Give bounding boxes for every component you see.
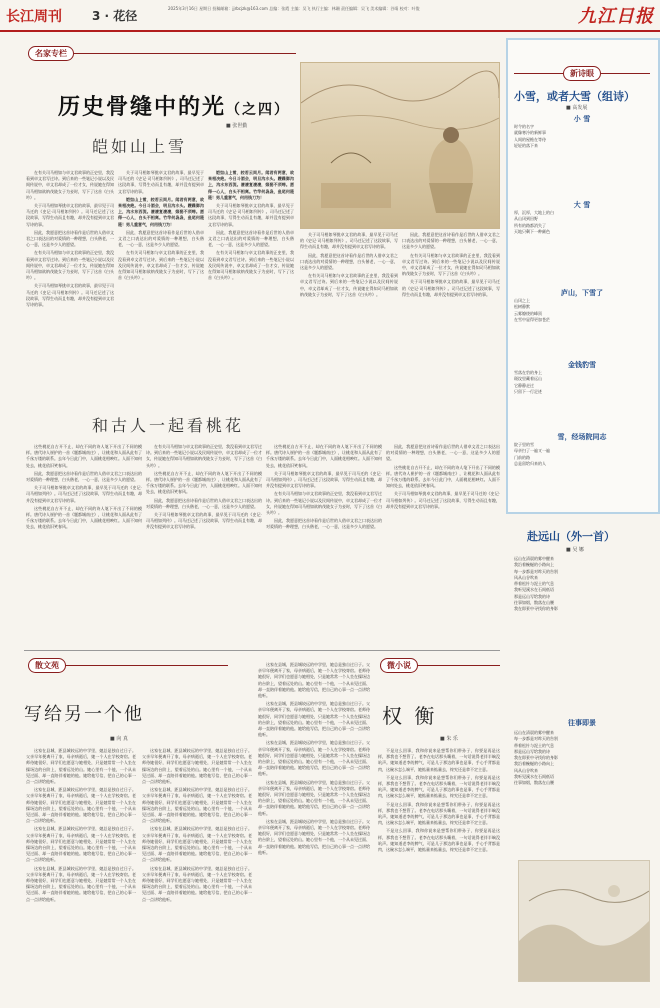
poem-line: 我听见溪水在石间低语 xyxy=(514,774,554,780)
paragraph: 因此，我愿意把这首诗看作是后世的人借卓文君之口表达出的对爱情的一种理想，白头偕老，一心一意，这是多少人的愿望。 xyxy=(386,444,500,462)
column-badge-xinshiyan xyxy=(514,66,650,81)
newspaper-logo: 九江日报 xyxy=(578,6,654,27)
paragraph: 不是这么回事，我和你说来是想帮你们带孙子，你要是再是这样，那我也不想管了。老李在电话那头嚷着，一句话说得老伴半晌没吭声。她知道老李的脾气，可是儿子那边的事也是事，手心手背都是肉，这碗水怎么端平，她掂量来掂量去，终究还是拿不定主意。 xyxy=(378,748,500,772)
poem-line: 斑纹里藏着远山 xyxy=(514,376,542,382)
sanwen-badge-label: 散文苑 xyxy=(28,658,66,673)
article1-column-8 xyxy=(266,444,382,644)
poem2-lines xyxy=(514,556,650,613)
article-author: ■ 张世勤 xyxy=(226,123,248,129)
story-author: ■ 朱 乐 xyxy=(440,736,458,742)
poem-illustration xyxy=(518,860,650,982)
poem-line: 从山冈到田野 xyxy=(514,216,538,222)
paragraph: 这家在县城，距县城较远的中学里，她总是独自过日子。父亲早年便离开了家，母亲病逝后，她一个人在学校寄宿。老师待她很好，同学们也愿意与她相处，只是她常常一个人坐在操场边的台阶上，望着远处的山。她心里有一个他，一个从未见过面、却一直陪伴着她的他。她给他写信，把自己的心事一点一点讲给他听。 xyxy=(142,865,252,902)
weixiaoshuo-badge-label: 微小说 xyxy=(380,658,418,673)
paragraph: 关于司马相如琴挑卓文君的故事，最早见于司马迁的《史记·司马相如列传》。司马迁记述了这段故事，写得生动而且有趣，却并没有提到卓文君写诗的事。 xyxy=(146,512,262,530)
paragraph: 这家在县城，距县城较远的中学里，她总是独自过日子。父亲早年便离开了家，母亲病逝后，她一个人在学校寄宿。老师待她很好，同学们也愿意与她相处，只是她常常一个人坐在操场边的台阶上，望着远处的山。她心里有一个他，一个从未见过面、却一直陪伴着她的他。她给他写信，把自己的心事一点一点讲给他听。 xyxy=(142,787,252,824)
paragraph: 关于司马相如琴挑卓文君的故事，最早见于司马迁的《史记·司马相如列传》。司马迁记述了这段故事，写得生动而且有趣，却并没有提到卓文君写诗的事。 xyxy=(26,203,114,227)
subtitle-1: 皑如山上雪 xyxy=(92,137,188,156)
poem-lushan xyxy=(514,288,650,323)
poetry-title: 小雪，或者大雪（组诗） xyxy=(514,90,635,103)
painting-svg xyxy=(301,63,499,228)
poem-lines xyxy=(514,124,650,149)
poem-line: 那是远山写给我的诗 xyxy=(514,748,550,754)
poem-line: 人间的屋檐在等待 xyxy=(514,136,546,142)
paragraph: 这家在县城，距县城较远的中学里，她总是独自过日子。父亲早年便离开了家，母亲病逝后，她一个人在学校寄宿。老师待她很好，同学们也愿意与她相处，只是她常常一个人坐在操场边的台阶上，望着远处的山。她心里有一个他，一个从未见过面、却一直陪伴着她的他。她给他写信，把自己的心事一点一点讲给他听。 xyxy=(258,662,370,699)
article1-column-9 xyxy=(386,444,500,644)
paragraph: 不是这么回事，我和你说来是想帮你们带孙子，你要是再是这样，那我也不想管了。老李在电话那头嚷着，一句话说得老伴半晌没吭声。她知道老李的脾气，可是儿子那边的事也是事，手心手背都是肉，这碗水怎么端平，她掂量来掂量去，终究还是拿不定主意。 xyxy=(378,801,500,826)
article1-column-2 xyxy=(118,170,204,398)
poem-line: 厚，沉厚，大地上的白 xyxy=(514,210,554,215)
article-title-suffix: （之四） xyxy=(226,102,291,118)
page-number: 3 · 花径 xyxy=(92,9,138,23)
article1-column-3 xyxy=(208,170,294,398)
paragraph: 这家在县城，距县城较远的中学里，她总是独自过日子。父亲早年便离开了家，母亲病逝后，她一个人在学校寄宿。老师待她很好，同学们也愿意与她相处，只是她常常一个人坐在操场边的台阶上，望着远处的山。她心里有一个他，一个从未见过面、却一直陪伴着她的他。她给他写信，把自己的心事一点一点讲给他听。 xyxy=(258,701,370,738)
poem-lines xyxy=(514,298,650,323)
subtitle-2: 和古人一起看桃花 xyxy=(92,416,245,435)
poem-line: 每一步都是对昨天的告别 xyxy=(514,736,558,742)
column-badge-mingjia xyxy=(28,46,296,61)
poem-line: 时令的名字 xyxy=(514,124,534,129)
poem-lines xyxy=(514,442,650,467)
paragraph: 这家在县城，距县城较远的中学里，她总是独自过日子。父亲早年便离开了家，母亲病逝后，她一个人在学校寄宿。老师待她很好，同学们也愿意与她相处，只是她常常一个人坐在操场边的台阶上，望着远处的山。她心里有一个他，一个从未见过面、却一直陪伴着她的他。她给他写信，把自己的心事一点一点讲给他听。 xyxy=(26,865,136,902)
poem-line: 每一步都是对昨天的告别 xyxy=(514,568,558,574)
article1-column-1 xyxy=(26,170,114,398)
article1-column-4 xyxy=(300,232,398,398)
poem-daxue xyxy=(514,200,650,235)
paragraph: 在有关司马相如与卓文君故事的正史里，我没看到卓文君写过诗。到后来的一些笔记小说以及民间传说中，卓文君却成了一位才女，传说她在得知司马相如欲纳茂陵女子为妾时，写下了这首《白头吟》。 xyxy=(208,250,294,281)
poem-quote: 皑如山上雪，皎若云间月。闻君有两意，故来相决绝。今日斗酒会，明旦沟水头。躞蹀御沟上，沟水东西流。凄凄复凄凄，嫁娶不须啼。愿得一心人，白头不相离。竹竿何袅袅，鱼尾何簁簁！男儿重意气，何用钱刀为！ xyxy=(118,196,204,227)
poem-line: 我沿着蜿蜒的小路向上 xyxy=(514,562,554,568)
section-divider xyxy=(24,650,500,651)
poem2-section-heading: 往事即景 xyxy=(568,718,596,727)
xinshiyan-badge-label: 新诗眼 xyxy=(563,66,601,81)
paragraph: 因此，我愿意把这首诗看作是后世的人借卓文君之口表达出的对爱情的一种理想，白头偕老，一心一意，这是多少人的愿望。 xyxy=(402,232,500,250)
article-title-main: 历史骨缝中的光 xyxy=(58,94,227,120)
paragraph: 不是这么回事，我和你说来是想帮你们带孙子，你要是再是这样，那我也不想管了。老李在电话那头嚷着，一句话说得老伴半晌没吭声。她知道老李的脾气，可是儿子那边的事也是事，手心手背都是肉，这碗水怎么端平，她掂量来掂量去，终究还是拿不定主意。 xyxy=(378,774,500,799)
paragraph: 在有关司马相如与卓文君故事的正史里，我没看到卓文君写过诗。到后来的一些笔记小说以及民间传说中，卓文君却成了一位才女，传说她在得知司马相如欲纳茂陵女子为妾时，写下了这首《白头吟》。 xyxy=(26,170,114,200)
essay-author: ■ 向 真 xyxy=(110,736,128,742)
poem-quote: 皑如山上雪，皎若云间月。闻君有两意，故来相决绝。今日斗酒会，明旦沟水头。躞蹀御沟上，沟水东西流。凄凄复凄凄，嫁娶不须啼。愿得一心人，白头不相离。竹竿何袅袅，鱼尾何簁簁！男儿重意气，何用钱刀为！ xyxy=(208,170,294,200)
masthead-info: 2025年3月16日 星期日 投稿邮箱：jjrbcjzk@163.com 总编：张霞 主编：吴飞 执行主编：林珊 责任编辑：吴飞 美术编辑：谷靖 校对：叶俊 xyxy=(168,6,420,11)
paragraph: 因此，我愿意把这首诗看作是后世的人借卓文君之口表达出的对爱情的一种理想，白头偕老，一心一意，这是多少人的愿望。 xyxy=(118,229,204,248)
paragraph: 关于司马相如琴挑卓文君的故事，最早见于司马迁的《史记·司马相如列传》。司马迁记述了这段故事，写得生动而且有趣，却并没有提到卓文君写诗的事。 xyxy=(118,170,204,194)
story-column xyxy=(378,748,500,1000)
poem-heading: 小 雪 xyxy=(573,114,591,123)
paragraph: 这些桃花自古开不止，却在不同的诗人笔下开出了不同的模样。唐代诗人崔护的一首《题都城南庄》，让桃花和人面从此有了千丝万缕的联系。去年今日此门中，人面桃花相映红。人面不知何处去，桃花依旧笑春风。 xyxy=(386,464,500,489)
column-badge-sanwen xyxy=(28,658,228,673)
poem-line: 远山在清晨的雾中醒来 xyxy=(514,730,554,735)
paragraph: 因此，我愿意把这首诗看作是后世的人借卓文君之口表达出的对爱情的一种理想，白头偕老，一心一意，这是多少人的愿望。 xyxy=(26,470,142,483)
badge-rule xyxy=(66,665,228,666)
paragraph: 在有关司马相如与卓文君故事的正史里，我没看到卓文君写过诗。到后来的一些笔记小说以及民间传说中，卓文君却成了一位才女，传说她在得知司马相如欲纳茂陵女子为妾时，写下了这首《白头吟》。 xyxy=(146,444,262,468)
essay-column-1 xyxy=(26,748,136,1000)
essay-column-3 xyxy=(258,662,370,1000)
poem-heading: 大 雪 xyxy=(573,200,591,209)
poem-line: 院子里的雪 xyxy=(514,442,534,447)
poem-line: 所有的路都消失了 xyxy=(514,222,546,228)
ancient-painting-illustration xyxy=(300,62,500,229)
poem-line: 往事如烟，散落在山腰 xyxy=(514,780,554,786)
poem-line: 雪落在豹的身上 xyxy=(514,370,542,375)
poem-heading: 金钱豹雪 xyxy=(568,360,596,369)
paragraph: 因此，我愿意把这首诗看作是后世的人借卓文君之口表达出的对爱情的一种理想，白头偕老，一心一意，这是多少人的愿望。 xyxy=(208,229,294,248)
poem-heading: 庐山，下雪了 xyxy=(561,288,603,297)
paragraph: 关于司马相如琴挑卓文君的故事，最早见于司马迁的《史记·司马相如列传》。司马迁记述了这段故事，写得生动而且有趣，却并没有提到卓文君写诗的事。 xyxy=(26,485,142,503)
badge-rule xyxy=(74,53,296,54)
essay-title: 写给另一个他 xyxy=(24,704,144,725)
poem-changyuan xyxy=(514,432,650,467)
poem-xiaoxue xyxy=(514,114,650,149)
poem-line: 山冈之上 xyxy=(514,298,530,303)
poem-line: 往事如烟，散落在山腰 xyxy=(514,600,554,606)
section-name: 长江周刊 xyxy=(6,9,62,25)
paragraph: 因此，我愿意把这首诗看作是后世的人借卓文君之口表达出的对爱情的一种理想，白头偕老，一心一意，这是多少人的愿望。 xyxy=(300,252,398,271)
poem-line: 只留下一行足迹 xyxy=(514,388,542,394)
paragraph: 这家在县城，距县城较远的中学里，她总是独自过日子。父亲早年便离开了家，母亲病逝后，她一个人在学校寄宿。老师待她很好，同学们也愿意与她相处，只是她常常一个人坐在操场边的台阶上，望着远处的山。她心里有一个他，一个从未见过面、却一直陪伴着她的他。她给他写信，把自己的心事一点一点讲给他听。 xyxy=(142,748,252,785)
paragraph: 这家在县城，距县城较远的中学里，她总是独自过日子。父亲早年便离开了家，母亲病逝后，她一个人在学校寄宿。老师待她很好，同学们也愿意与她相处，只是她常常一个人坐在操场边的台阶上，望着远处的山。她心里有一个他，一个从未见过面、却一直陪伴着她的他。她给他写信，把自己的心事一点一点讲给他听。 xyxy=(258,818,370,855)
paragraph: 关于司马相如琴挑卓文君的故事，最早见于司马迁的《史记·司马相如列传》。司马迁记述了这段故事，写得生动而且有趣，却并没有提到卓文君写诗的事。 xyxy=(402,279,500,297)
poem-line: 我在即景中寻找你的身影 xyxy=(514,606,558,612)
mingjia-badge-label: 名家专栏 xyxy=(28,46,74,61)
poem-line: 带着松针与泥土的气息 xyxy=(514,581,554,587)
essay-column-2 xyxy=(142,748,252,1000)
poetry-author: ■ 高发展 xyxy=(566,105,588,111)
poem-line: 天地只剩下一种颜色 xyxy=(514,228,550,234)
paragraph: 因此，我愿意把这首诗看作是后世的人借卓文君之口表达出的对爱情的一种理想，白头偕老，一心一意，这是多少人的愿望。 xyxy=(146,497,262,509)
poem-line: 轻轻的落下来 xyxy=(514,142,538,148)
poem-line: 我沿着蜿蜒的小路向上 xyxy=(514,761,554,767)
poem-line: 门前的路 xyxy=(514,454,530,460)
poem-line: 我听见溪水在石间低语 xyxy=(514,587,554,593)
poem-jinqian xyxy=(514,360,650,395)
poem-line: 松树静默 xyxy=(514,304,530,310)
poem-line: 就像寒冷的新鲜事 xyxy=(514,130,546,136)
paragraph: 在有关司马相如与卓文君故事的正史里，我没看到卓文君写过诗。到后来的一些笔记小说以及民间传说中，卓文君却成了一位才女，传说她在得知司马相如欲纳茂陵女子为妾时，写下了这首《白头吟》。 xyxy=(266,491,382,516)
poem-line: 在雪中显得更加苍茫 xyxy=(514,316,550,322)
poem-lines xyxy=(514,370,650,395)
poem2-author: ■ 吴 娜 xyxy=(566,547,584,553)
poem2-lines-2 xyxy=(514,730,650,787)
paragraph: 这些桃花自古开不止，却在不同的诗人笔下开出了不同的模样。唐代诗人崔护的一首《题都城南庄》，让桃花和人面从此有了千丝万缕的联系。去年今日此门中，人面桃花相映红。人面不知何处去，桃花依旧笑春风。 xyxy=(26,505,142,530)
badge-rule xyxy=(514,73,563,74)
paragraph: 因此，我愿意把这首诗看作是后世的人借卓文君之口表达出的对爱情的一种理想，白头偕老，一心一意，这是多少人的愿望。 xyxy=(266,518,382,530)
poem-line: 风从山谷吹来 xyxy=(514,574,538,580)
paragraph: 这家在县城，距县城较远的中学里，她总是独自过日子。父亲早年便离开了家，母亲病逝后，她一个人在学校寄宿。老师待她很好，同学们也愿意与她相处，只是她常常一个人坐在操场边的台阶上，望着远处的山。她心里有一个他，一个从未见过面、却一直陪伴着她的他。她给他写信，把自己的心事一点一点讲给他听。 xyxy=(26,748,136,785)
paragraph: 关于司马相如琴挑卓文君的故事，最早见于司马迁的《史记·司马相如列传》。司马迁记述了这段故事，写得生动而且有趣，却并没有提到卓文君写诗的事。 xyxy=(208,203,294,227)
article1-column-5 xyxy=(402,232,500,398)
paragraph: 关于司马相如琴挑卓文君的故事，最早见于司马迁的《史记·司马相如列传》。司马迁记述了这段故事，写得生动而且有趣，却并没有提到卓文君写诗的事。 xyxy=(26,283,114,308)
paragraph: 关于司马相如琴挑卓文君的故事，最早见于司马迁的《史记·司马相如列传》。司马迁记述了这段故事，写得生动而且有趣，却并没有提到卓文君写诗的事。 xyxy=(386,491,500,509)
paragraph: 这些桃花自古开不止，却在不同的诗人笔下开出了不同的模样。唐代诗人崔护的一首《题都城南庄》，让桃花和人面从此有了千丝万缕的联系。去年今日此门中，人面桃花相映红。人面不知何处去，桃花依旧笑春风。 xyxy=(266,444,382,468)
poem2-title: 赴远山（外一首） xyxy=(527,530,615,543)
paragraph: 这家在县城，距县城较远的中学里，她总是独自过日子。父亲早年便离开了家，母亲病逝后，她一个人在学校寄宿。老师待她很好，同学们也愿意与她相处，只是她常常一个人坐在操场边的台阶上，望着远处的山。她心里有一个他，一个从未见过面、却一直陪伴着她的他。她给他写信，把自己的心事一点一点讲给他听。 xyxy=(258,779,370,816)
paragraph: 不是这么回事，我和你说来是想帮你们带孙子，你要是再是这样，那我也不想管了。老李在电话那头嚷着，一句话说得老伴半晌没吭声。她知道老李的脾气，可是儿子那边的事也是事，手心手背都是肉，这碗水怎么端平，她掂量来掂量去，终究还是拿不定主意。 xyxy=(378,828,500,853)
poem-lines xyxy=(514,210,650,235)
poem-line: 云雾缭绕的峰顶 xyxy=(514,310,542,316)
paragraph: 在有关司马相如与卓文君故事的正史里，我没看到卓文君写过诗。到后来的一些笔记小说以及民间传说中，卓文君却成了一位才女，传说她在得知司马相如欲纳茂陵女子为妾时，写下了这首《白头吟》。 xyxy=(26,250,114,281)
article1-column-7 xyxy=(146,444,262,644)
paragraph: 这些桃花自古开不止，却在不同的诗人笔下开出了不同的模样。唐代诗人崔护的一首《题都城南庄》，让桃花和人面从此有了千丝万缕的联系。去年今日此门中，人面桃花相映红。人面不知何处去，桃花依旧笑春风。 xyxy=(146,470,262,495)
poem-line: 带着松针与泥土的气息 xyxy=(514,742,554,748)
paragraph: 这家在县城，距县城较远的中学里，她总是独自过日子。父亲早年便离开了家，母亲病逝后，她一个人在学校寄宿。老师待她很好，同学们也愿意与她相处，只是她常常一个人坐在操场边的台阶上，望着远处的山。她心里有一个他，一个从未见过面、却一直陪伴着她的他。她给他写信，把自己的心事一点一点讲给他听。 xyxy=(258,740,370,777)
paragraph: 在有关司马相如与卓文君故事的正史里，我没看到卓文君写过诗。到后来的一些笔记小说以及民间传说中，卓文君却成了一位才女，传说她在得知司马相如欲纳茂陵女子为妾时，写下了这首《白头吟》。 xyxy=(300,273,398,297)
article-title xyxy=(58,90,290,121)
poem-illustration-svg xyxy=(519,861,649,981)
paragraph: 这家在县城，距县城较远的中学里，她总是独自过日子。父亲早年便离开了家，母亲病逝后，她一个人在学校寄宿。老师待她很好，同学们也愿意与她相处，只是她常常一个人坐在操场边的台阶上，望着远处的山。她心里有一个他，一个从未见过面、却一直陪伴着她的他。她给他写信，把自己的心事一点一点讲给他听。 xyxy=(26,826,136,863)
poem-line: 母亲扫了一遍又一遍 xyxy=(514,448,550,454)
poem-line: 那是远山写给我的诗 xyxy=(514,593,550,599)
badge-rule xyxy=(418,665,500,666)
paragraph: 在有关司马相如与卓文君故事的正史里，我没看到卓文君写过诗。到后来的一些笔记小说以及民间传说中，卓文君却成了一位才女，传说她在得知司马相如欲纳茂陵女子为妾时，写下了这首《白头吟》。 xyxy=(118,250,204,281)
paragraph: 关于司马相如琴挑卓文君的故事，最早见于司马迁的《史记·司马相如列传》。司马迁记述了这段故事，写得生动而且有趣，却并没有提到卓文君写诗的事。 xyxy=(300,232,398,250)
paragraph: 这家在县城，距县城较远的中学里，她总是独自过日子。父亲早年便离开了家，母亲病逝后，她一个人在学校寄宿。老师待她很好，同学们也愿意与她相处，只是她常常一个人坐在操场边的台阶上，望着远处的山。她心里有一个他，一个从未见过面、却一直陪伴着她的他。她给他写信，把自己的心事一点一点讲给他听。 xyxy=(26,787,136,824)
poem-heading: 雪，经场院同志 xyxy=(557,432,607,441)
poem-line: 远山在清晨的雾中醒来 xyxy=(514,556,554,561)
story-title: 权 衡 xyxy=(382,704,438,728)
poem-line: 我在即景中寻找你的身影 xyxy=(514,755,558,761)
paragraph: 因此，我愿意把这首诗看作是后世的人借卓文君之口表达出的对爱情的一种理想，白头偕老，一心一意，这是多少人的愿望。 xyxy=(26,229,114,248)
badge-rule xyxy=(601,73,650,74)
paragraph: 这家在县城，距县城较远的中学里，她总是独自过日子。父亲早年便离开了家，母亲病逝后，她一个人在学校寄宿。老师待她很好，同学们也愿意与她相处，只是她常常一个人坐在操场边的台阶上，望着远处的山。她心里有一个他，一个从未见过面、却一直陪伴着她的他。她给他写信，把自己的心事一点一点讲给他听。 xyxy=(142,826,252,863)
poem-line: 总是留给归来的人 xyxy=(514,460,546,466)
column-badge-weixiaoshuo xyxy=(380,658,500,673)
paragraph: 关于司马相如琴挑卓文君的故事，最早见于司马迁的《史记·司马相如列传》。司马迁记述了这段故事，写得生动而且有趣，却并没有提到卓文君写诗的事。 xyxy=(266,470,382,489)
paragraph: 在有关司马相如与卓文君故事的正史里，我没看到卓文君写过诗。到后来的一些笔记小说以及民间传说中，卓文君却成了一位才女，传说她在得知司马相如欲纳茂陵女子为妾时，写下了这首《白头吟》。 xyxy=(402,252,500,277)
poem-line: 风从山谷吹来 xyxy=(514,767,538,773)
paragraph: 这些桃花自古开不止，却在不同的诗人笔下开出了不同的模样。唐代诗人崔护的一首《题都城南庄》，让桃花和人面从此有了千丝万缕的联系。去年今日此门中，人面桃花相映红。人面不知何处去，桃花依旧笑春风。 xyxy=(26,444,142,468)
article1-column-6 xyxy=(26,444,142,644)
poem-line: 它静静走过 xyxy=(514,382,534,388)
